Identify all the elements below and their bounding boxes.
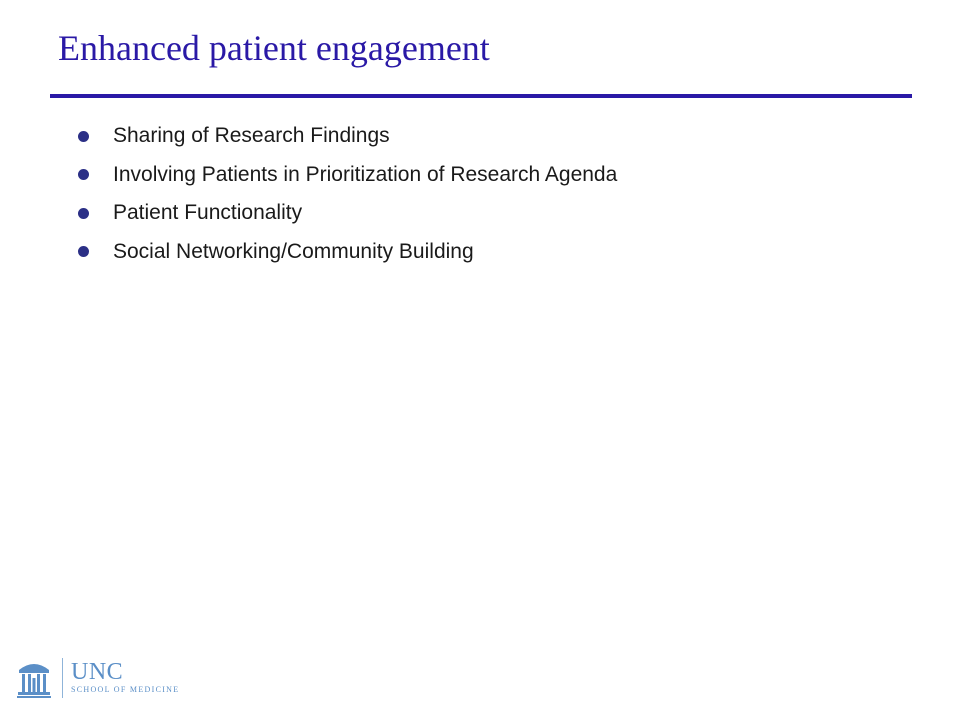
bullet-item — [78, 194, 617, 233]
slide-title: Enhanced patient engagement — [58, 28, 490, 68]
unc-school-of-medicine-logo — [16, 656, 179, 700]
logo-text — [71, 660, 179, 696]
bullet-dot-icon — [78, 169, 89, 180]
logo-divider — [62, 658, 63, 698]
bullet-text: Social Networking/Community Building — [113, 239, 474, 263]
bullet-text: Sharing of Research Findings — [113, 124, 390, 148]
bullet-item — [78, 117, 617, 156]
old-well-icon — [16, 656, 52, 700]
bullet-dot-icon — [78, 246, 89, 257]
bullet-text: Patient Functionality — [113, 201, 303, 225]
logo-name: UNC — [71, 659, 124, 685]
bullet-text: Involving Patients in Prioritization of Research Agenda — [113, 162, 618, 186]
bullet-list — [78, 117, 617, 271]
logo-subtitle: SCHOOL OF MEDICINE — [71, 685, 180, 694]
bullet-item — [78, 233, 617, 272]
bullet-dot-icon — [78, 131, 89, 142]
bullet-item — [78, 156, 617, 195]
bullet-dot-icon — [78, 208, 89, 219]
title-underline — [50, 94, 912, 98]
